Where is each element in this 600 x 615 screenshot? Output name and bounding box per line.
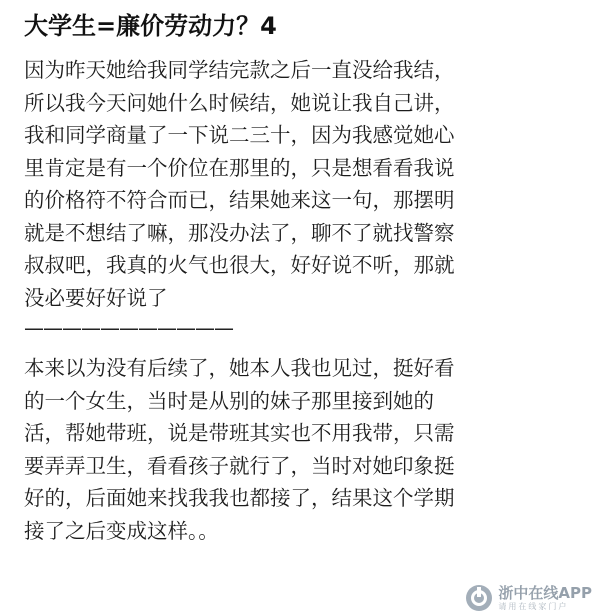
paragraph-line: 的一个女生，当时是从别的妹子那里接到她的 [24, 388, 434, 413]
post-content [24, 10, 584, 547]
paragraph-line: 接了之后变成这样。。 [24, 518, 219, 543]
section-divider: ——————————— [24, 316, 233, 340]
watermark-name: 浙中在线APP [498, 583, 592, 602]
paragraph-line: 我和同学商量了一下说二三十，因为我感觉她心 [24, 123, 455, 147]
watermark [466, 585, 592, 611]
paragraph-line: 里肯定是有一个价位在那里的，只是想看看我说 [24, 155, 455, 180]
paragraph-2 [24, 352, 584, 547]
paragraph-line: 就是不想结了嘛，那没办法了，聊不了就找警察 [24, 220, 455, 245]
paragraph-1 [24, 54, 584, 314]
zhezhong-logo-icon [466, 585, 492, 611]
paragraph-line: 叔叔吧，我真的火气也很大，好好说不听，那就 [24, 253, 455, 277]
paragraph-line: 要弄弄卫生，看看孩子就行了，当时对她印象挺 [24, 453, 455, 478]
paragraph-line: 没必要好好说了 [24, 285, 168, 310]
paragraph-line: 的价格符不符合而已，结果她来这一句，那摆明 [24, 188, 455, 212]
paragraph-line: 因为昨天她给我同学结完款之后一直没给我结， [24, 58, 455, 82]
post-title: 大学生=廉价劳动力？4 [24, 12, 277, 40]
watermark-subtitle: 请用在线家门户 [498, 601, 569, 611]
paragraph-line: 好的，后面她来找我我也都接了，结果这个学期 [24, 486, 455, 510]
paragraph-line: 本来以为没有后续了，她本人我也见过，挺好看 [24, 356, 455, 380]
watermark-text [498, 583, 592, 611]
paragraph-line: 所以我今天问她什么时候结，她说让我自己讲， [24, 90, 455, 115]
paragraph-line: 活，帮她带班，说是带班其实也不用我带，只需 [24, 421, 455, 445]
